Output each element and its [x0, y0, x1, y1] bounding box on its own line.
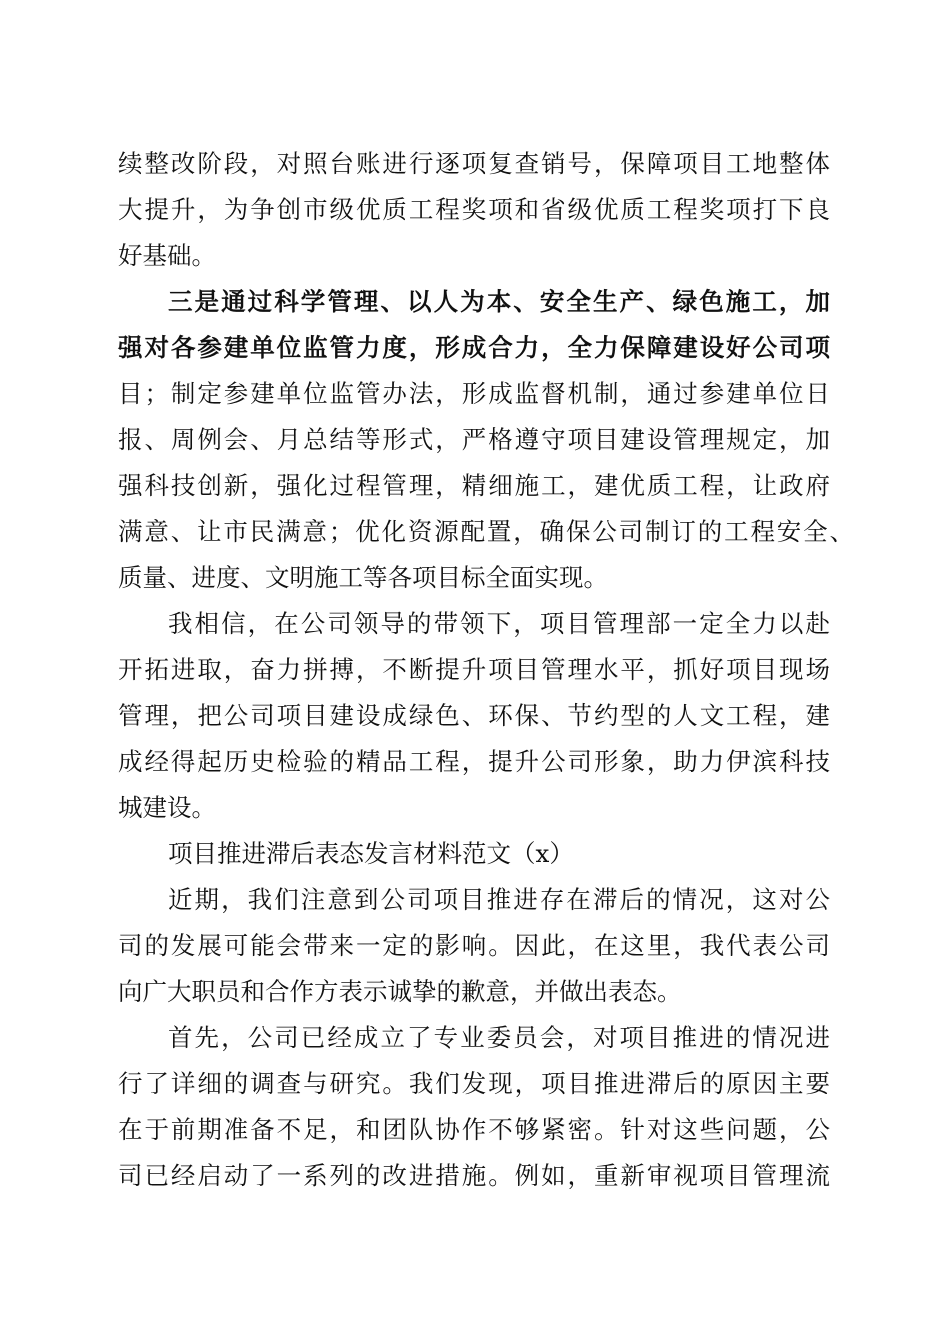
- text-line: 续整改阶段，对照台账进行逐项复查销号，保障项目工地整体: [118, 149, 830, 178]
- text-line: 管理，把公司项目建设成绿色、环保、节约型的人文工程，建: [118, 701, 830, 730]
- text-line: 司已经启动了一系列的改进措施。例如，重新审视项目管理流: [118, 1161, 830, 1190]
- text-line: 司的发展可能会带来一定的影响。因此，在这里，我代表公司: [118, 931, 830, 960]
- text-line: 目；制定参建单位监管办法，形成监督机制，通过参建单位日: [118, 379, 830, 408]
- text-line: 强对各参建单位监管力度，形成合力，全力保障建设好公司项: [118, 333, 830, 362]
- text-line: 三是通过科学管理、以人为本、安全生产、绿色施工，加: [168, 287, 830, 316]
- text-line: 向广大职员和合作方表示诚挚的歉意，并做出表态。: [118, 977, 682, 1006]
- text-line: 好基础。: [118, 241, 216, 270]
- text-line: 大提升，为争创市级优质工程奖项和省级优质工程奖项打下良: [118, 195, 830, 224]
- section-title: 项目推进滞后表态发言材料范文（x）: [168, 839, 574, 868]
- text-line: 强科技创新，强化过程管理，精细施工，建优质工程，让政府: [118, 471, 830, 500]
- text-line: 近期，我们注意到公司项目推进存在滞后的情况，这对公: [168, 885, 830, 914]
- text-line: 开拓进取，奋力拼搏，不断提升项目管理水平，抓好项目现场: [118, 655, 830, 684]
- text-line: 成经得起历史检验的精品工程，提升公司形象，助力伊滨科技: [118, 747, 830, 776]
- text-line: 我相信，在公司领导的带领下，项目管理部一定全力以赴: [168, 609, 830, 638]
- text-line: 首先，公司已经成立了专业委员会，对项目推进的情况进: [168, 1023, 830, 1052]
- text-line: 行了详细的调查与研究。我们发现，项目推进滞后的原因主要: [118, 1069, 830, 1098]
- text-line: 城建设。: [118, 793, 216, 822]
- text-line: 报、周例会、月总结等形式，严格遵守项目建设管理规定，加: [118, 425, 830, 454]
- text-line: 满意、让市民满意；优化资源配置，确保公司制订的工程安全、: [118, 517, 854, 546]
- text-line: 在于前期准备不足，和团队协作不够紧密。针对这些问题，公: [118, 1115, 830, 1144]
- text-line: 质量、进度、文明施工等各项目标全面实现。: [118, 563, 608, 592]
